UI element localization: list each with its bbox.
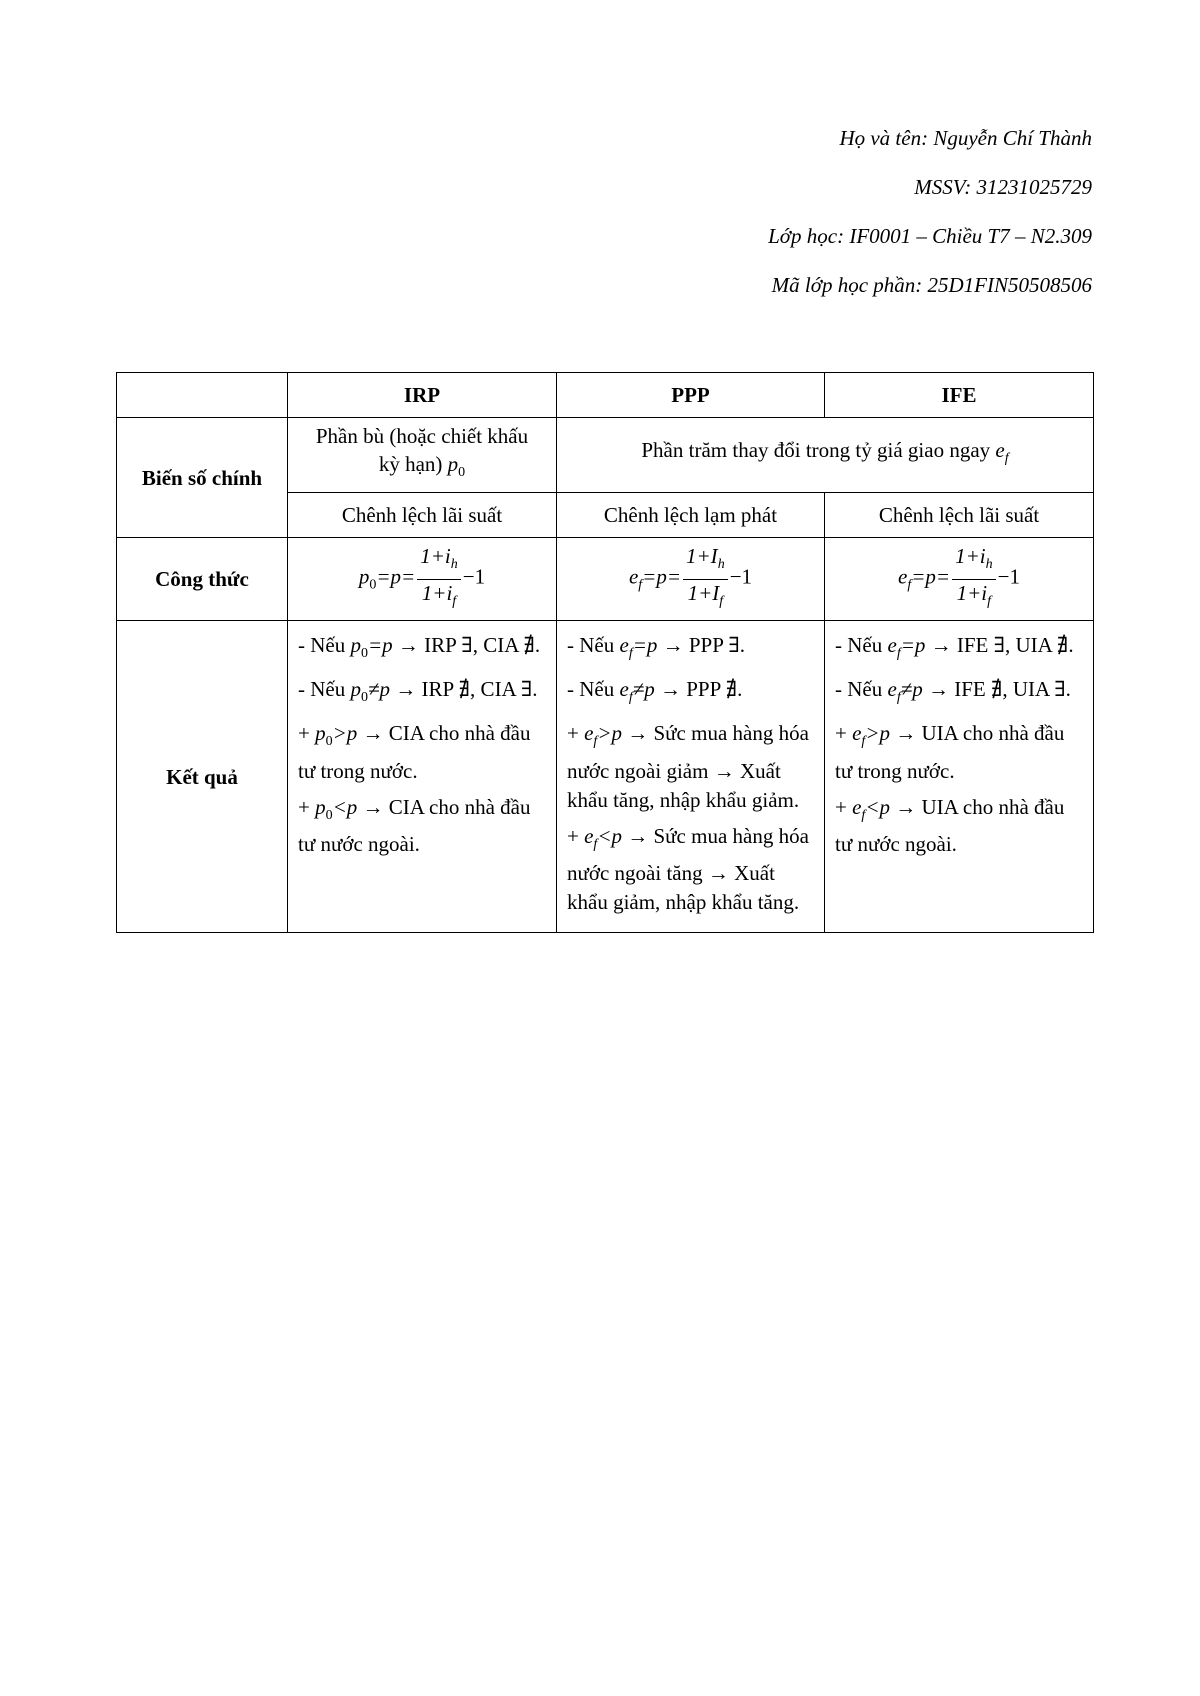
list-item: - Nếu $e_f\ne p$ → PPP ∄. <box>567 677 743 706</box>
irp-results <box>288 621 557 933</box>
list-item: + $e_f<p$ → Sức mua hàng hóa nước ngoài tăng → Xuất khẩu giảm, nhập khẩu tăng. <box>567 823 809 914</box>
result-row <box>117 621 1094 933</box>
ppp-ife-main-variable: Phần trăm thay đổi trong tỷ giá giao ngay $e_f$ <box>557 418 1094 493</box>
ife-differential: Chênh lệch lãi suất <box>825 493 1094 538</box>
list-item: - Nếu $p_0\ne p$ → IRP ∄, CIA ∃. <box>298 677 538 706</box>
header-ppp: PPP <box>557 373 825 418</box>
list-item: - Nếu $e_f\ne p$ → IFE ∄, UIA ∃. <box>835 677 1071 706</box>
ppp-differential: Chênh lệch lạm phát <box>557 493 825 538</box>
irp-formula: $p_0=p=$ $\frac{1+i_h}{1+i_f}$ −1 <box>288 538 557 621</box>
list-item: + $e_f>p$ → UIA cho nhà đầu tư trong nước. <box>835 721 1065 783</box>
class-info: Lớp học: IF0001 – Chiều T7 – N2.309 <box>768 224 1092 248</box>
ppp-formula: $e_f=p=$ $\frac{1+I_h}{1+I_f}$ −1 <box>557 538 825 621</box>
list-item: - Nếu $e_f=p$ → IFE ∃, UIA ∄. <box>835 633 1074 662</box>
irp-main-variable: Phần bù (hoặc chiết khấu kỳ hạn) $p_0$ <box>288 418 557 493</box>
table-header-row <box>117 373 1094 418</box>
header-empty-cell <box>117 373 288 418</box>
list-item: - Nếu $p_0=p$ → IRP ∃, CIA ∄. <box>298 633 541 662</box>
header-irp: IRP <box>288 373 557 418</box>
list-item: - Nếu $e_f=p$ → PPP ∃. <box>567 633 746 662</box>
formula-row <box>117 538 1094 621</box>
irp-differential: Chênh lệch lãi suất <box>288 493 557 538</box>
ife-results <box>825 621 1094 933</box>
list-item: + $p_0<p$ → CIA cho nhà đầu tư nước ngoài. <box>298 794 531 856</box>
student-name: Họ và tên: Nguyễn Chí Thành <box>839 126 1092 150</box>
header-ife: IFE <box>825 373 1094 418</box>
main-variable-row <box>117 418 1094 493</box>
parity-comparison-table <box>116 372 1094 933</box>
list-item: + $e_f>p$ → Sức mua hàng hóa nước ngoài giảm → Xuất khẩu tăng, nhập khẩu giảm. <box>567 721 809 812</box>
row-label-result: Kết quả <box>117 621 288 933</box>
student-id: MSSV: 31231025729 <box>914 175 1092 199</box>
course-code: Mã lớp học phần: 25D1FIN50508506 <box>771 273 1092 297</box>
list-item: + $p_0>p$ → CIA cho nhà đầu tư trong nước. <box>298 721 531 783</box>
row-label-formula: Công thức <box>117 538 288 621</box>
student-info <box>600 120 1092 316</box>
ppp-results <box>557 621 825 933</box>
ife-formula: $e_f=p=$ $\frac{1+i_h}{1+i_f}$ −1 <box>825 538 1094 621</box>
row-label-main-variable: Biến số chính <box>117 418 288 538</box>
list-item: + $e_f<p$ → UIA cho nhà đầu tư nước ngoài. <box>835 794 1065 856</box>
